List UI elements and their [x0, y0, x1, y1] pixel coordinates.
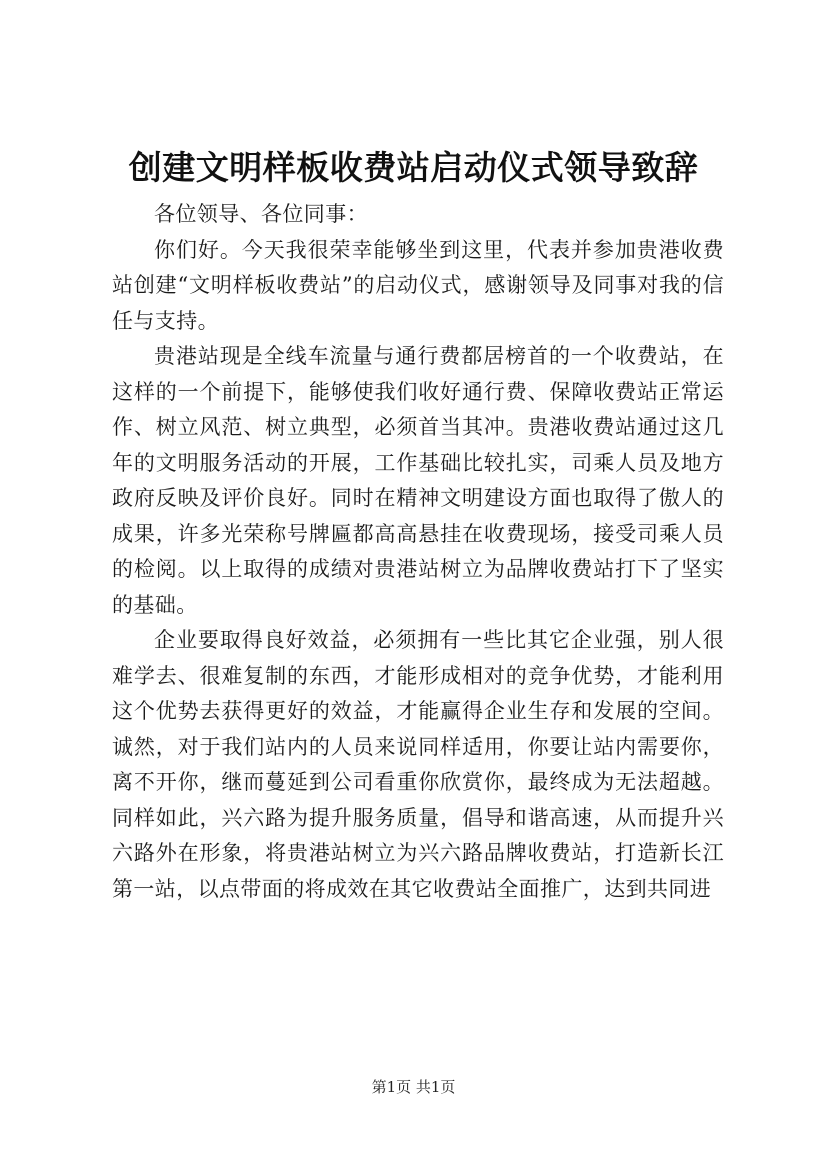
- document-body: [112, 197, 724, 907]
- page-footer: 第1页 共1页: [371, 1078, 456, 1096]
- paragraph-opening: 你们好。今天我很荣幸能够坐到这里，代表并参加贵港收费站创建“文明样板收费站”的启动仪式，感谢领导及同事对我的信任与支持。: [112, 237, 724, 333]
- paragraph-competitive-advantage: 企业要取得良好效益，必须拥有一些比其它企业强，别人很难学去、很难复制的东西，才能形成相对的竞争优势，才能利用这个优势去获得更好的效益，才能赢得企业生存和发展的空间。诚然，对于我们站内的人员来说同样适用，你要让站内需要你，离不开你，继而蔓延到公司看重你欣赏你，最终成为无法超越。同样如此，兴六路为提升服务质量，倡导和谐高速，从而提升兴六路外在形象，将贵港站树立为兴六路品牌收费站，打造新长江第一站，以点带面的将成效在其它收费站全面推广，达到共同进: [112, 628, 724, 901]
- document-title: 创建文明样板收费站启动仪式领导致辞: [128, 148, 699, 187]
- paragraph-station-achievements: 贵港站现是全线车流量与通行费都居榜首的一个收费站，在这样的一个前提下，能够使我们收好通行费、保障收费站正常运作、树立风范、树立典型，必须首当其冲。贵港收费站通过这几年的文明服务活动的开展，工作基础比较扎实，司乘人员及地方政府反映及评价良好。同时在精神文明建设方面也取得了傲人的成果，许多光荣称号牌匾都高高悬挂在收费现场，接受司乘人员的检阅。以上取得的成绩对贵港站树立为品牌收费站打下了坚实的基础。: [112, 344, 724, 617]
- paragraph-greeting: 各位领导、各位同事：: [154, 202, 368, 226]
